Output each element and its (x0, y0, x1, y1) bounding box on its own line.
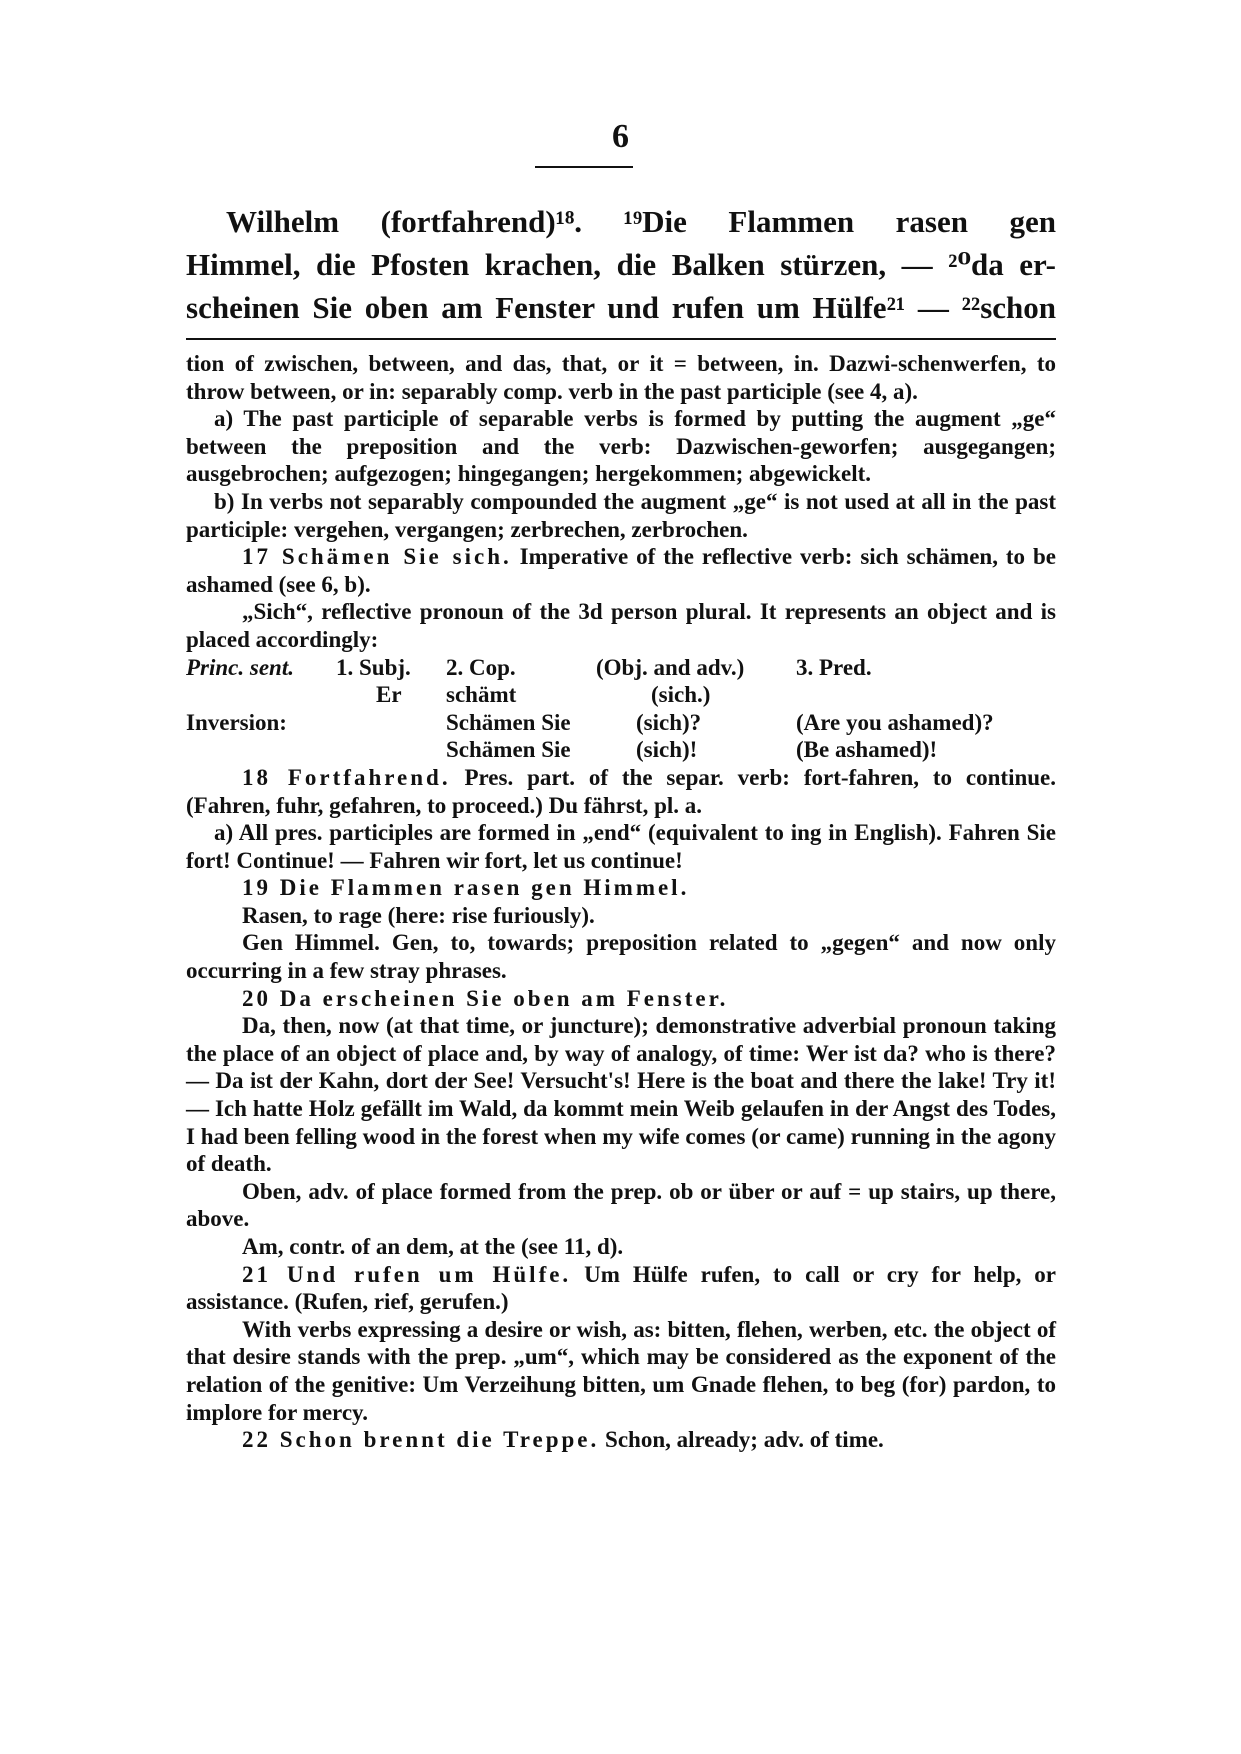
footnote-divider (186, 338, 1056, 340)
footnotes (186, 350, 1056, 1454)
syntax-col-subj: 1. Subj. (336, 654, 411, 680)
note-21-heading: 21 Und rufen um Hülfe. (242, 1261, 572, 1287)
syntax-empty (186, 736, 336, 764)
note-21 (186, 1261, 1056, 1316)
syntax-empty (336, 736, 446, 764)
syntax-r1-obj: (sich.) (651, 682, 711, 708)
syntax-col-pred: 3. Pred. (796, 654, 872, 680)
note-18 (186, 764, 1056, 819)
main-text (186, 200, 1056, 329)
syntax-col-obj: (Obj. and adv.) (596, 654, 745, 680)
note-17-heading: 17 Schämen Sie sich. (242, 544, 512, 570)
note-20-oben: Oben, adv. of place formed from the prep. ob or über or auf = up stairs, up there, above. (186, 1178, 1056, 1232)
note-18-text: Pres. part. of the separ. verb: fort-fahren, to continue. (Fahren, fuhr, gefahren, to proceed.) Du fährst, pl. a. (186, 764, 1057, 818)
note-21-text: Um Hülfe rufen, to call or cry for help, or assistance. (Rufen, rief, gerufen.) (186, 1261, 1056, 1315)
syntax-inversion-label: Inversion: (186, 709, 287, 735)
syntax-r2-pred: (Are you ashamed)? (796, 709, 994, 735)
syntax-table (186, 654, 994, 764)
syntax-princ-label: Princ. sent. (186, 654, 294, 680)
note-19-gen: Gen Himmel. Gen, to, towards; preposition related to „gegen“ and now only occurring in a few stray phrases. (186, 930, 1056, 984)
note-16-a: a) The past participle of separable verbs is formed by putting the augment „ge“ between the preposition and the verb: Dazwischen-geworfen; ausgegangen; ausgebrochen; aufgezogen; hingegangen; hergekommen; abgewickelt. (186, 406, 1056, 487)
note-18-heading: 18 Fortfahrend. (242, 764, 451, 790)
syntax-empty (796, 681, 994, 709)
note-20-am: Am, contr. of an dem, at the (see 11, d). (242, 1234, 624, 1259)
note-18-a: a) All pres. participles are formed in „end“ (equivalent to ing in English). Fahren Sie fort! Continue! — Fahren wir fort, let us continue! (186, 820, 1056, 873)
note-22 (186, 1426, 1056, 1454)
syntax-col-cop: 2. Cop. (446, 654, 516, 680)
syntax-r1-cop: schämt (446, 682, 517, 708)
syntax-r3-obj: (sich)! (636, 737, 698, 763)
main-text-line-2: Himmel, die Pfosten krachen, die Balken stürzen, — ²⁰da er- (186, 247, 1056, 282)
syntax-r3-cop: Schämen Sie (446, 737, 571, 763)
note-22-text: Schon, already; adv. of time. (605, 1427, 884, 1453)
note-17 (186, 543, 1056, 598)
note-19-rasen: Rasen, to rage (here: rise furiously). (242, 902, 595, 928)
page-number-rule (535, 166, 633, 168)
note-21-verbs: With verbs expressing a desire or wish, as: bitten, flehen, werben, etc. the object of that desire stands with the prep. „um“, which may be considered as the exponent of the relation of the genitive: Um Verzeihung bitten, um Gnade flehen, to beg (for) pardon, to implore for mercy. (186, 1316, 1056, 1425)
note-20-da: Da, then, now (at that time, or juncture); demonstrative adverbial pronoun taking the place of an object of place and, by way of analogy, of time: Wer ist da? who is there? — Da ist der Kahn, dort der See! Versucht's! Here is the boat and there the lake! Try it! — Ich hatte Holz gefällt im Wald, da kommt mein Weib gelaufen in der Angst des Todes, I had been felling wood in the forest when my wife comes (or came) running in the agony of death. (186, 1013, 1056, 1177)
note-17-sich: „Sich“, reflective pronoun of the 3d person plural. It represents an object and is placed accordingly: (186, 599, 1056, 652)
syntax-r2-obj: (sich)? (636, 709, 702, 735)
syntax-r3-pred: (Be ashamed)! (796, 737, 938, 763)
note-16-b: b) In verbs not separably compounded the augment „ge“ is not used at all in the past participle: vergehen, vergangen; zerbrechen, zerbrochen. (186, 488, 1056, 542)
syntax-empty (186, 681, 336, 709)
syntax-r1-subj: Er (376, 682, 402, 708)
page-number: 6 (612, 118, 629, 155)
syntax-empty (336, 709, 446, 737)
main-text-line-3: scheinen Sie oben am Fenster und rufen um Hülfe²¹ — ²²schon (186, 290, 1056, 325)
note-20-heading: 20 Da erscheinen Sie oben am Fenster. (242, 985, 729, 1011)
syntax-r2-cop: Schämen Sie (446, 709, 571, 735)
note-17-text: Imperative of the reflective verb: sich schämen, to be ashamed (see 6, b). (186, 544, 1056, 597)
note-16-continuation: tion of zwischen, between, and das, that, or it = between, in. Dazwi-schenwerfen, to throw between, or in: separably comp. verb in the past participle (see 4, a). (186, 351, 1056, 404)
main-text-line-1: Wilhelm (fortfahrend)¹⁸. ¹⁹Die Flammen rasen gen (226, 204, 1056, 239)
note-19-heading: 19 Die Flammen rasen gen Himmel. (242, 875, 690, 901)
note-22-heading: 22 Schon brennt die Treppe. (242, 1427, 600, 1453)
